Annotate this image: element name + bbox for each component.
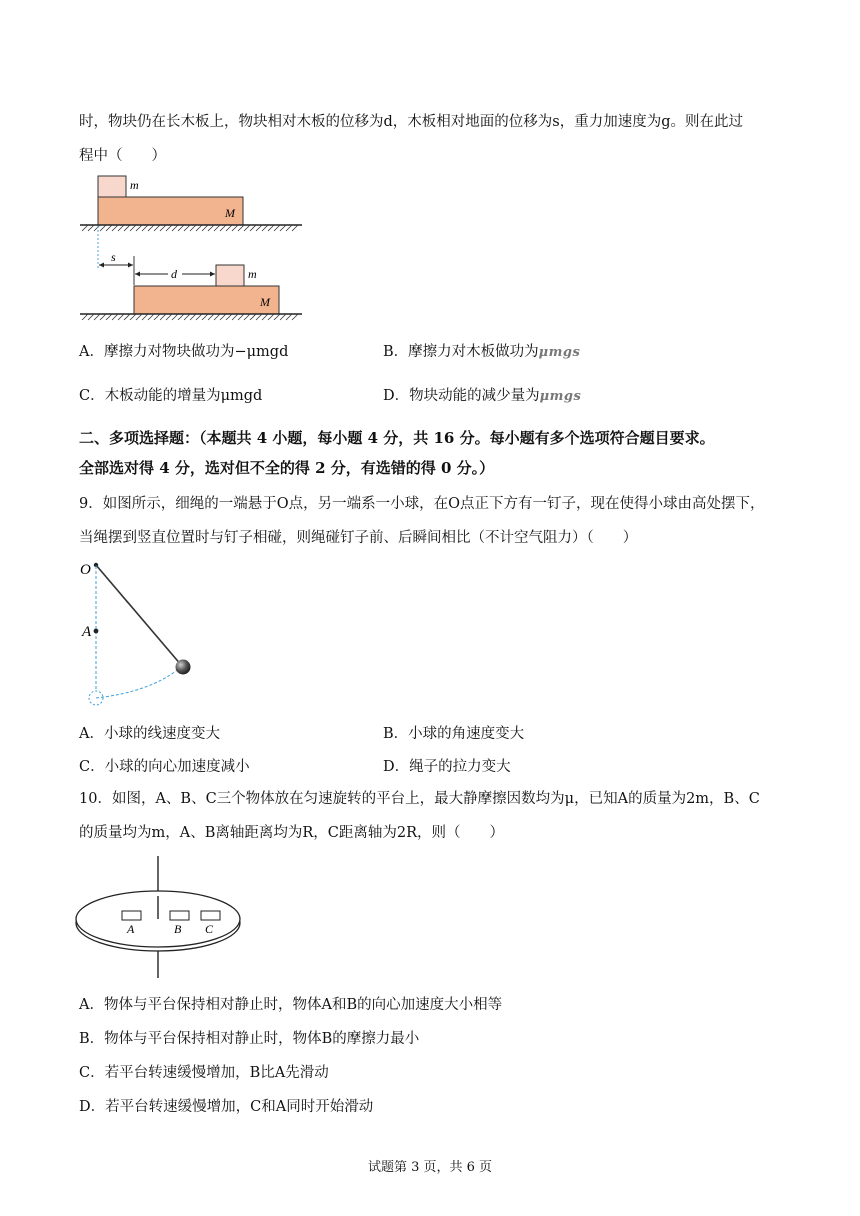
q9-pendulum-figure: [80, 558, 210, 708]
q10-text-line2: 的质量均为m，A、B离轴距离均为R，C距离轴为2R，则（ ）: [79, 825, 505, 841]
label-m-bottom: m: [248, 267, 257, 281]
q8-option-d[interactable]: [383, 384, 581, 405]
q8-option-b[interactable]: [383, 340, 580, 361]
q9-option-a[interactable]: A．小球的线速度变大: [79, 726, 220, 742]
q8-block-board-figure: [80, 170, 320, 330]
q9-text-line2: 当绳摆到竖直位置时与钉子相碰，则绳碰钉子前、后瞬间相比（不计空气阻力）（ ）: [79, 530, 638, 546]
q9-option-b[interactable]: B．小球的角速度变大: [383, 726, 525, 742]
q8-option-d-text: D．物块动能的减少量为: [383, 388, 540, 404]
page-footer: 试题第 3 页，共 6 页: [367, 1160, 493, 1175]
label-m-top: m: [130, 178, 139, 192]
q10-option-a[interactable]: A．物体与平台保持相对静止时，物体A和B的向心加速度大小相等: [79, 997, 503, 1013]
q10-text-line1: 10．如图，A、B、C三个物体放在匀速旋转的平台上，最大静摩擦因数均为μ，已知A的质量为2m，B、C: [79, 791, 760, 807]
label-M-top: M: [225, 206, 235, 220]
label-A: A: [82, 624, 92, 640]
q9-option-c[interactable]: C．小球的向心加速度减小: [79, 759, 250, 775]
q8-option-d-formula: μmgs: [539, 389, 582, 404]
q8-text-line2: 程中（ ）: [79, 148, 166, 164]
q9-option-d[interactable]: D．绳子的拉力变大: [383, 759, 511, 775]
q8-option-b-text: B．摩擦力对木板做功为: [383, 344, 539, 360]
q10-option-b[interactable]: B．物体与平台保持相对静止时，物体B的摩擦力最小: [79, 1031, 420, 1047]
label-O: O: [80, 562, 91, 578]
q10-option-c[interactable]: C．若平台转速缓慢增加，B比A先滑动: [79, 1065, 329, 1081]
label-s: s: [111, 250, 116, 264]
q8-text-line1: 时，物块仍在长木板上，物块相对木板的位移为d，木板相对地面的位移为s，重力加速度为g。则在此过: [79, 114, 744, 130]
q10-option-d[interactable]: D．若平台转速缓慢增加，C和A同时开始滑动: [79, 1099, 374, 1115]
q8-option-b-formula: μmgs: [538, 345, 581, 360]
label-M-bottom: M: [260, 295, 270, 309]
q8-option-a[interactable]: A．摩擦力对物块做功为−μmgd: [79, 344, 289, 360]
q8-option-c[interactable]: C．木板动能的增量为μmgd: [79, 388, 263, 404]
q9-text-line1: 9．如图所示，细绳的一端悬于O点，另一端系一小球，在O点正下方有一钉子，现在使得小球由高处摆下，: [79, 496, 765, 512]
section2-heading-line1: 二、多项选择题：（本题共 4 小题，每小题 4 分，共 16 分。每小题有多个选项符合题目要求。: [79, 429, 715, 447]
label-A-turntable: A: [127, 922, 135, 936]
section2-heading-line2: 全部选对得 4 分，选对但不全的得 2 分，有选错的得 0 分。）: [79, 459, 495, 477]
label-d: d: [171, 267, 177, 281]
label-B-turntable: B: [174, 922, 182, 936]
label-C-turntable: C: [205, 922, 214, 936]
q10-turntable-figure: [76, 856, 246, 981]
